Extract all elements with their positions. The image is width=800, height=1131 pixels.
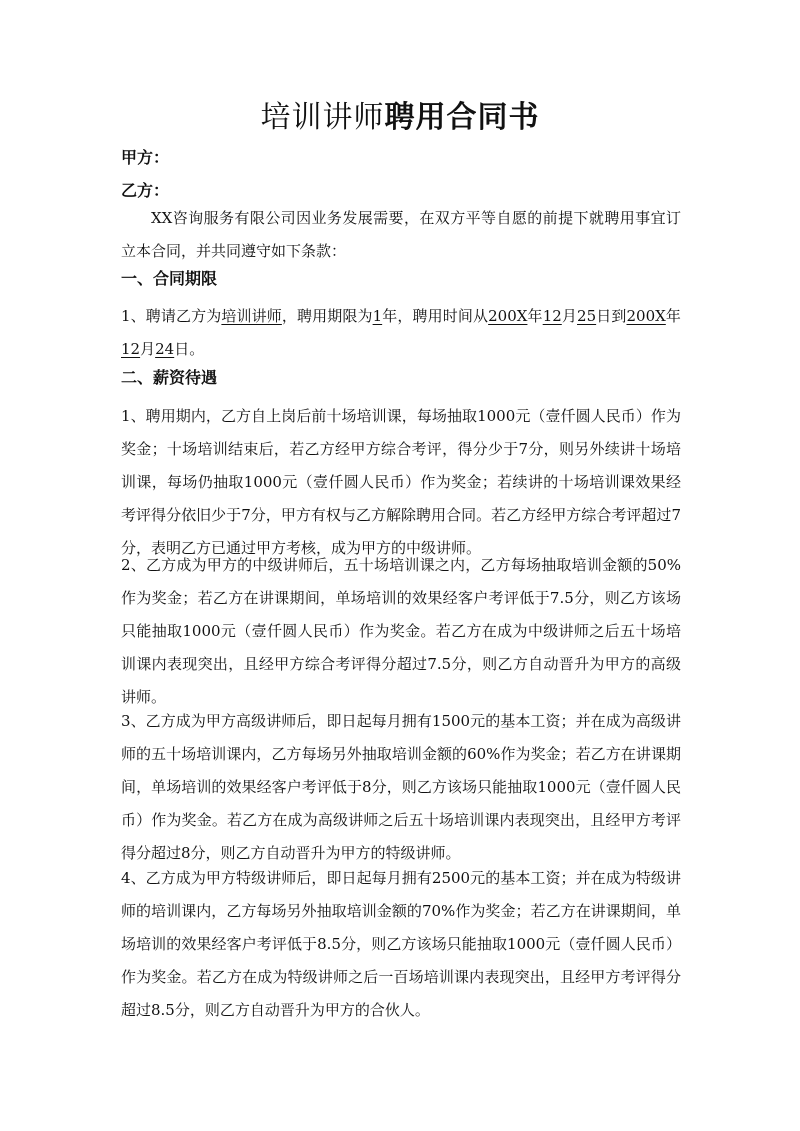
salary-clause-2: 2、乙方成为甲方的中级讲师后，五十场培训课之内，乙方每场抽取培训金额的50%作为奖金；若乙方在讲课期间，单场培训的效果经客户考评低于7.5分，则乙方该场只能抽取1000元（壹仟圆人民币）作为奖金。若乙方在成为中级讲师之后五十场培训课内表现突出，且经甲方综合考评得分超过7.5分，则乙方自动晋升为甲方的高级讲师。 — [121, 556, 681, 706]
end-day-field: 24 — [155, 340, 175, 358]
intro-paragraph: XX咨询服务有限公司因业务发展需要，在双方平等自愿的前提下就聘用事宜订立本合同，并共同遵守如下条款： — [121, 209, 681, 260]
title-normal: 培训讲师 — [260, 100, 385, 135]
section-heading-salary: 二、薪资待遇 — [121, 368, 218, 387]
title-bold: 聘用合同书 — [384, 100, 540, 135]
term-text: 月 — [140, 340, 156, 358]
term-text: 日。 — [174, 340, 205, 358]
document-title — [0, 98, 800, 138]
years-field: 1 — [372, 307, 383, 325]
end-year-field: 200X — [626, 307, 666, 325]
start-day-field: 25 — [577, 307, 597, 325]
end-month-field: 12 — [121, 340, 141, 358]
term-text: 年，聘用时间从 — [382, 307, 489, 325]
term-text: 1、聘请乙方为 — [121, 307, 222, 325]
salary-clause-1: 1、聘用期内，乙方自上岗后前十场培训课，每场抽取1000元（壹仟圆人民币）作为奖金；十场培训结束后，若乙方经甲方综合考评，得分少于7分，则另外续讲十场培训课，每场仍抽取1000元（壹仟圆人民币）作为奖金；若续讲的十场培训课效果经考评得分依旧少于7分，甲方有权与乙方解除聘用合同。若乙方经甲方综合考评超过7分，表明乙方已通过甲方考核，成为甲方的中级讲师。 — [121, 407, 681, 557]
position-field: 培训讲师 — [221, 307, 282, 325]
start-year-field: 200X — [488, 307, 528, 325]
term-text: 年 — [527, 307, 543, 325]
section-heading-term: 一、合同期限 — [121, 269, 218, 288]
party-a-label: 甲方： — [121, 148, 170, 167]
salary-clause-3: 3、乙方成为甲方高级讲师后，即日起每月拥有1500元的基本工资；并在成为高级讲师的五十场培训课内，乙方每场另外抽取培训金额的60%作为奖金；若乙方在讲课期间，单场培训的效果经客户考评低于8分，则乙方该场只能抽取1000元（壹仟圆人民币）作为奖金。若乙方在成为高级讲师之后五十场培训课内表现突出，且经甲方考评得分超过8分，则乙方自动晋升为甲方的特级讲师。 — [121, 712, 681, 862]
term-text: 年 — [665, 307, 681, 325]
term-text: ，聘用期限为 — [281, 307, 373, 325]
term-clause — [121, 300, 681, 366]
term-text: 日到 — [596, 307, 627, 325]
term-text: 月 — [561, 307, 578, 325]
party-b-label: 乙方： — [121, 181, 170, 200]
salary-clause-4: 4、乙方成为甲方特级讲师后，即日起每月拥有2500元的基本工资；并在成为特级讲师的培训课内，乙方每场另外抽取培训金额的70%作为奖金；若乙方在讲课期间，单场培训的效果经客户考评低于8.5分，则乙方该场只能抽取1000元（壹仟圆人民币）作为奖金。若乙方在成为特级讲师之后一百场培训课内表现突出，且经甲方考评得分超过8.5分，则乙方自动晋升为甲方的合伙人。 — [121, 869, 681, 1019]
start-month-field: 12 — [542, 307, 562, 325]
